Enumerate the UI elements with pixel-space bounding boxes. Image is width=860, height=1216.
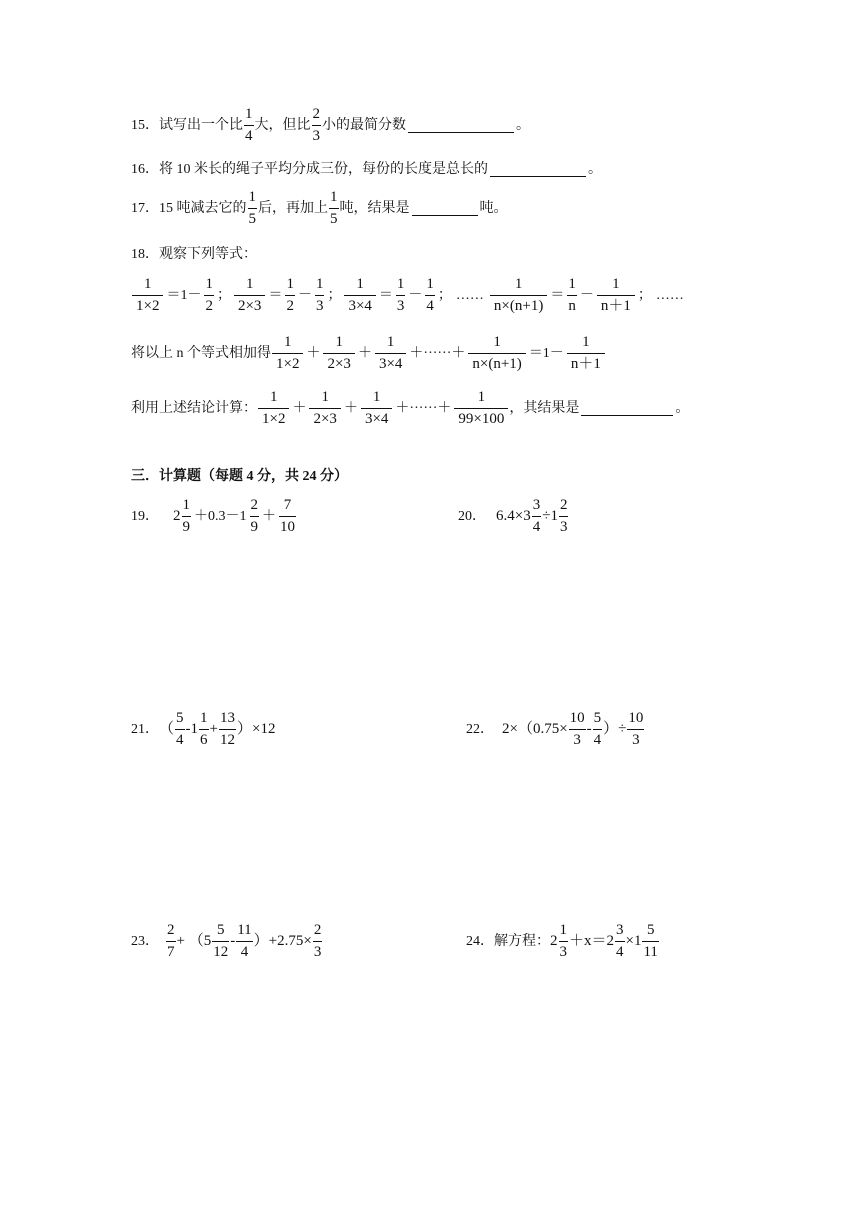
- fraction: $\frac{1}{5}$: [330, 189, 338, 228]
- question-text: 将 10 米长的绳子平均分成三份，每份的长度是总长的: [159, 161, 488, 177]
- calc-row: 利用上述结论计算： $\frac{1}{1\times 2}$ ＋ $\frac{1}{2\times 3}$ ＋ $\frac{1}{3\times 4}$ ＋······＋ $\frac{1}{99\times 100}$ ，其结果是 。: [131, 389, 690, 428]
- fraction: $\frac{1}{3\times 4}$: [344, 276, 375, 316]
- question-17: 17． 15 吨减去它的 $\frac{1}{5}$ 后，再加上 $\frac{1}{5}$ 吨，结果是 吨。: [131, 189, 508, 228]
- fraction: $\frac{3}{4}$: [616, 922, 624, 961]
- fraction: $\frac{1}{n+1}$: [567, 334, 605, 374]
- identity-row: $\frac{1}{1\times 2}$ ＝1－ $\frac{1}{2}$ ； $\frac{1}{2\times 3}$ ＝ $\frac{1}{2}$ － $\frac{1}{3}$ ； $\frac{1}{3\times 4}$ ＝ $\frac{1}{3}$ － $\frac{1}{4}$ ； …… $\frac{1}{n\times(n+1)}$ ＝ $\frac{1}{n}$ － $\frac{1}{n+1}$ ； ……: [131, 276, 686, 316]
- question-19: 19． 2 $\frac{1}{9}$ ＋0.3－1 $\frac{2}{9}$ ＋ $\frac{7}{10}$: [131, 497, 295, 536]
- question-text: 大，但比: [254, 117, 311, 133]
- sum-row: 将以上 n 个等式相加得 $\frac{1}{1\times 2}$ ＋ $\frac{1}{2\times 3}$ ＋ $\frac{1}{3\times 4}$ ＋······＋ $\frac{1}{n\times(n+1)}$ ＝1－ $\frac{1}{n+1}$: [131, 334, 606, 374]
- question-number: 17．: [131, 200, 159, 216]
- question-number: 22．: [466, 721, 494, 737]
- fraction: $\frac{2}{7}$: [167, 922, 175, 961]
- fraction: $\frac{3}{4}$: [532, 497, 541, 536]
- fraction: $\frac{5}{4}$: [593, 710, 602, 749]
- fraction: $\frac{1}{3}$: [396, 276, 405, 315]
- question-text: 试写出一个比: [159, 117, 243, 133]
- fraction: $\frac{13}{12}$: [219, 710, 235, 749]
- fraction: $\frac{5}{12}$: [213, 922, 229, 961]
- fraction: $\frac{11}{4}$: [237, 922, 252, 961]
- question-text: 后，再加上: [258, 200, 328, 216]
- question-23: 23． $\frac{2}{7}$ + （5 $\frac{5}{12}$ - $\frac{11}{4}$ ）+2.75× $\frac{2}{3}$: [131, 922, 322, 961]
- fraction: $\frac{1}{6}$: [200, 710, 208, 749]
- question-number: 18．: [131, 247, 159, 262]
- question-text: 15 吨减去它的: [159, 200, 247, 216]
- fraction: $\frac{1}{2}$: [205, 276, 213, 315]
- answer-blank[interactable]: [412, 201, 478, 216]
- fraction: $\frac{1}{5}$: [248, 189, 256, 228]
- question-number: 20．: [458, 508, 486, 524]
- question-number: 24．: [466, 933, 494, 949]
- fraction: $\frac{1}{n}$: [568, 276, 576, 315]
- fraction: $\frac{1}{1\times 2}$: [272, 334, 303, 374]
- question-20: 20． 6.4×3 $\frac{3}{4}$ ÷1 $\frac{2}{3}$: [458, 497, 568, 536]
- fraction: $\frac{2}{3}$: [313, 922, 322, 961]
- question-15: 15． 试写出一个比 $\frac{1}{4}$ 大，但比 $\frac{2}{3}$ 小的最简分数 。: [131, 106, 530, 145]
- fraction: $\frac{1}{3}$: [315, 276, 324, 315]
- fraction: $\frac{5}{11}$: [643, 922, 658, 961]
- fraction: $\frac{1}{1\times 2}$: [258, 389, 289, 429]
- fraction: $\frac{10}{3}$: [628, 710, 644, 749]
- fraction: $\frac{2}{3}$: [559, 497, 568, 536]
- question-number: 16．: [131, 161, 159, 177]
- answer-blank[interactable]: [581, 401, 673, 416]
- fraction: $\frac{1}{2\times 3}$: [323, 334, 354, 374]
- question-24: 24． 解方程： 2 $\frac{1}{3}$ ＋x＝2 $\frac{3}{4}$ ×1 $\frac{5}{11}$: [466, 922, 658, 961]
- fraction: $\frac{2}{3}$: [312, 106, 320, 145]
- question-number: 15．: [131, 117, 159, 133]
- fraction: $\frac{1}{9}$: [182, 497, 190, 536]
- answer-blank[interactable]: [408, 118, 514, 133]
- fraction: $\frac{1}{n\times(n+1)}$: [490, 276, 547, 316]
- question-18: [131, 248, 257, 262]
- question-number: 19．: [131, 508, 159, 524]
- question-21: 21． （ $\frac{5}{4}$ -1 $\frac{1}{6}$ + $\frac{13}{12}$ ）×12: [131, 710, 276, 749]
- answer-blank[interactable]: [490, 162, 586, 177]
- fraction: $\frac{1}{99\times 100}$: [454, 389, 508, 429]
- section-heading: 三．计算题（每题 4 分，共 24 分）: [131, 469, 348, 484]
- fraction: $\frac{1}{1\times 2}$: [132, 276, 163, 316]
- fraction: $\frac{1}{n+1}$: [597, 276, 635, 316]
- question-text: 将以上 n 个等式相加得: [131, 345, 271, 361]
- fraction: $\frac{1}{2\times 3}$: [234, 276, 265, 316]
- question-16: 16． 将 10 米长的绳子平均分成三份，每份的长度是总长的 。: [131, 161, 602, 177]
- question-text: 观察下列等式：: [159, 247, 257, 262]
- fraction: $\frac{1}{4}$: [426, 276, 434, 315]
- question-text: 吨，结果是: [339, 200, 410, 216]
- question-text: 小的最简分数: [322, 117, 406, 133]
- fraction: $\frac{1}{2\times 3}$: [309, 389, 340, 429]
- question-number: 21．: [131, 721, 159, 737]
- fraction: $\frac{1}{n\times(n+1)}$: [468, 334, 525, 374]
- fraction: $\frac{1}{2}$: [286, 276, 294, 315]
- question-text: 利用上述结论计算：: [131, 400, 257, 416]
- fraction: $\frac{7}{10}$: [280, 497, 295, 536]
- fraction: $\frac{5}{4}$: [176, 710, 184, 749]
- fraction: $\frac{1}{3\times 4}$: [361, 389, 392, 429]
- question-text: 解方程：: [494, 933, 550, 949]
- fraction: $\frac{10}{3}$: [569, 710, 585, 749]
- fraction: $\frac{1}{3\times 4}$: [375, 334, 406, 374]
- question-22: 22． 2×（0.75× $\frac{10}{3}$ - $\frac{5}{4}$ ）÷ $\frac{10}{3}$: [466, 710, 644, 749]
- question-number: 23．: [131, 933, 159, 949]
- fraction: $\frac{1}{4}$: [245, 106, 253, 145]
- fraction: $\frac{1}{3}$: [559, 922, 567, 961]
- fraction: $\frac{2}{9}$: [250, 497, 258, 536]
